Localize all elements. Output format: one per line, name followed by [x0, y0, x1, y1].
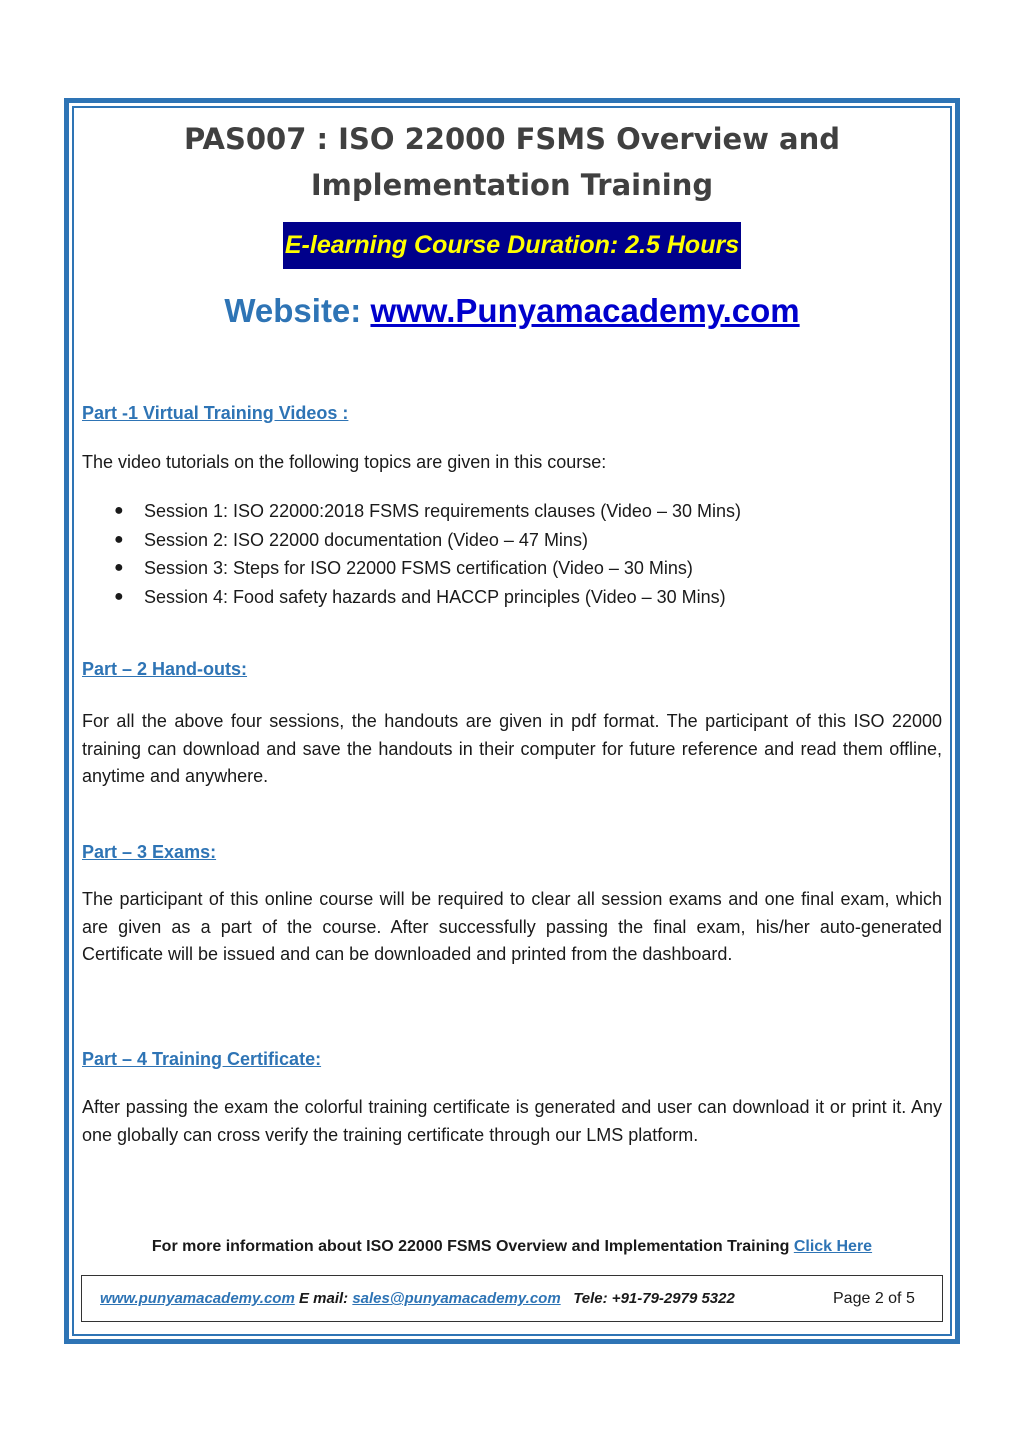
session-text: Session 3: Steps for ISO 22000 FSMS certification (Video – 30 Mins) [144, 558, 693, 578]
bullet-icon: ● [114, 530, 124, 548]
footer-tele: Tele: +91-79-2979 5322 [573, 1290, 735, 1307]
bullet-icon: ● [114, 587, 124, 605]
page-number: Page 2 of 5 [833, 1290, 915, 1307]
document-title: PAS007 : ISO 22000 FSMS Overview and Implementation Training [183, 122, 841, 202]
list-item [110, 583, 741, 612]
footer-email-label: E mail: [298, 1290, 349, 1307]
click-here-link[interactable]: Click Here [793, 1238, 873, 1255]
footer-contact [100, 1276, 735, 1321]
course-duration: E-learning Course Duration: 2.5 Hours [283, 222, 741, 269]
part4-heading: Part – 4 Training Certificate: [82, 1049, 322, 1069]
part2-body: For all the above four sessions, the handouts are given in pdf format. The participant of this ISO 22000 training can download and save the handouts in their computer for future reference and read them offline, anytime and anywhere. [82, 711, 942, 786]
bullet-icon: ● [114, 559, 124, 576]
more-info-text: For more information about ISO 22000 FSMS Overview and Implementation Training [151, 1238, 794, 1255]
session-text: Session 2: ISO 22000 documentation (Video – 47 Mins) [144, 529, 588, 550]
part2-heading: Part – 2 Hand-outs: [82, 659, 248, 679]
part3-body: The participant of this online course will be required to clear all session exams and one final exam, which are given as a part of the course. After successfully passing the final exam, his/her auto-generated Certificate will be issued and can be downloaded and printed from the dashboard. [82, 889, 942, 964]
more-info-line [82, 1233, 942, 1261]
list-item [110, 554, 741, 583]
part4-body: After passing the exam the colorful training certificate is generated and user can download it or print it. Any one globally can cross verify the training certificate through our LMS platform. [82, 1097, 942, 1145]
part3-heading: Part – 3 Exams: [82, 842, 217, 862]
website-link[interactable]: www.Punyamacademy.com [370, 292, 800, 329]
part1-heading: Part -1 Virtual Training Videos : [82, 403, 349, 423]
session-list [110, 497, 741, 611]
website-line [82, 287, 942, 335]
footer-email-link[interactable]: sales@punyamacademy.com [352, 1290, 561, 1307]
list-item [110, 526, 741, 555]
bullet-icon: ● [114, 502, 124, 519]
website-label: Website: [224, 292, 371, 329]
duration-banner [82, 222, 942, 269]
session-text: Session 1: ISO 22000:2018 FSMS requirements clauses (Video – 30 Mins) [144, 501, 741, 521]
footer-site-link[interactable]: www.punyamacademy.com [100, 1290, 295, 1307]
footer-box [81, 1275, 943, 1322]
list-item [110, 497, 741, 526]
session-text: Session 4: Food safety hazards and HACCP principles (Video – 30 Mins) [144, 586, 726, 607]
part1-intro: The video tutorials on the following topics are given in this course: [82, 452, 607, 472]
